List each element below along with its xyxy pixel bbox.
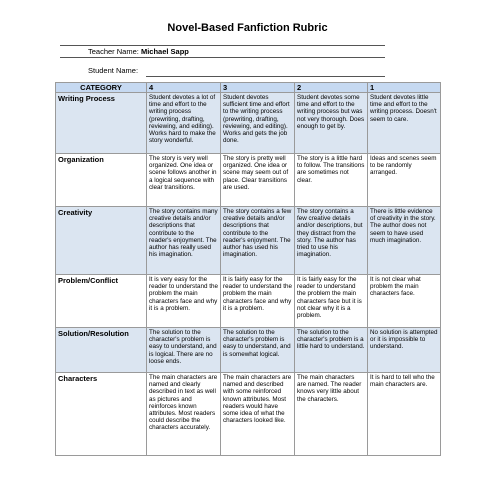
category-label: Characters <box>56 373 147 456</box>
table-row <box>56 207 441 275</box>
rubric-cell: The solution to the character's problem is easy to understand, and is logical. There are no loose ends. <box>147 328 221 373</box>
rubric-cell: No solution is attempted or it is impossible to understand. <box>368 328 441 373</box>
rubric-cell: The story contains many creative details and/or descriptions that contribute to the reader's enjoyment. The author has really used his imagination. <box>147 207 221 275</box>
rubric-cell: Student devotes sufficient time and effort to the writing process (prewriting, drafting, reviewing, and editing). Works and gets the job done. <box>221 93 295 154</box>
page-title: Novel-Based Fanfiction Rubric <box>167 22 328 34</box>
header-score-3: 3 <box>221 83 295 93</box>
rubric-cell: It is hard to tell who the main characters are. <box>368 373 441 456</box>
rubric-cell: It is fairly easy for the reader to understand the problem the main characters face but it is not clear why it is a problem. <box>295 275 368 328</box>
table-row <box>56 93 441 154</box>
rubric-cell: The story is a little hard to follow. The transitions are sometimes not clear. <box>295 154 368 207</box>
rubric-cell: Student devotes some time and effort to the writing process but was not very thorough. Does enough to get by. <box>295 93 368 154</box>
rubric-cell: Ideas and scenes seem to be randomly arranged. <box>368 154 441 207</box>
rubric-cell: It is very easy for the reader to understand the problem the main characters face and why it is a problem. <box>147 275 221 328</box>
teacher-name: Michael Sapp <box>140 47 189 56</box>
rubric-table <box>55 82 441 456</box>
rubric-cell: It is not clear what problem the main characters face. <box>368 275 441 328</box>
teacher-label: Teacher Name: <box>88 47 139 56</box>
student-underline <box>146 76 385 77</box>
header-row <box>56 83 441 93</box>
header-score-2: 2 <box>295 83 368 93</box>
table-row <box>56 275 441 328</box>
student-label: Student Name: <box>88 66 139 75</box>
rubric-cell: The solution to the character's problem is easy to understand, and is somewhat logical. <box>221 328 295 373</box>
header-score-1: 1 <box>368 83 441 93</box>
teacher-underline <box>60 57 385 58</box>
rubric-cell: The story is very well organized. One idea or scene follows another in a logical sequence with clear transitions. <box>147 154 221 207</box>
teacher-line <box>88 47 189 56</box>
category-label: Problem/Conflict <box>56 275 147 328</box>
rubric-cell: There is little evidence of creativity in the story. The author does not seem to have used much imagination. <box>368 207 441 275</box>
divider <box>60 45 385 46</box>
category-label: Organization <box>56 154 147 207</box>
rubric-cell: The main characters are named and described with some reinforced known attributes. Most readers would have some idea of what the characters looked like. <box>221 373 295 456</box>
student-line <box>88 66 138 75</box>
category-label: Solution/Resolution <box>56 328 147 373</box>
table-row <box>56 154 441 207</box>
category-label: Writing Process <box>56 93 147 154</box>
rubric-cell: The solution to the character's problem is a little hard to understand. <box>295 328 368 373</box>
header-category: CATEGORY <box>56 83 147 93</box>
table-row <box>56 373 441 456</box>
rubric-cell: The main characters are named. The reader knows very little about the characters. <box>295 373 368 456</box>
rubric-cell: The story is pretty well organized. One idea or scene may seem out of place. Clear transitions are used. <box>221 154 295 207</box>
rubric-cell: Student devotes little time and effort to the writing process. Doesn't seem to care. <box>368 93 441 154</box>
rubric-cell: The story contains a few creative details and/or descriptions, but they distract from the story. The author has tried to use his imagination. <box>295 207 368 275</box>
rubric-cell: It is fairly easy for the reader to understand the problem the main characters face and why it is a problem. <box>221 275 295 328</box>
rubric-cell: Student devotes a lot of time and effort to the writing process (prewriting, drafting, reviewing, and editing). Works hard to make the story wonderful. <box>147 93 221 154</box>
header-score-4: 4 <box>147 83 221 93</box>
table-row <box>56 328 441 373</box>
rubric-cell: The story contains a few creative details and/or descriptions that contribute to the reader's enjoyment. The author has used his imagination. <box>221 207 295 275</box>
rubric-cell: The main characters are named and clearly described in text as well as pictures and reinforces known attributes. Most readers could describe the characters accurately. <box>147 373 221 456</box>
category-label: Creativity <box>56 207 147 275</box>
